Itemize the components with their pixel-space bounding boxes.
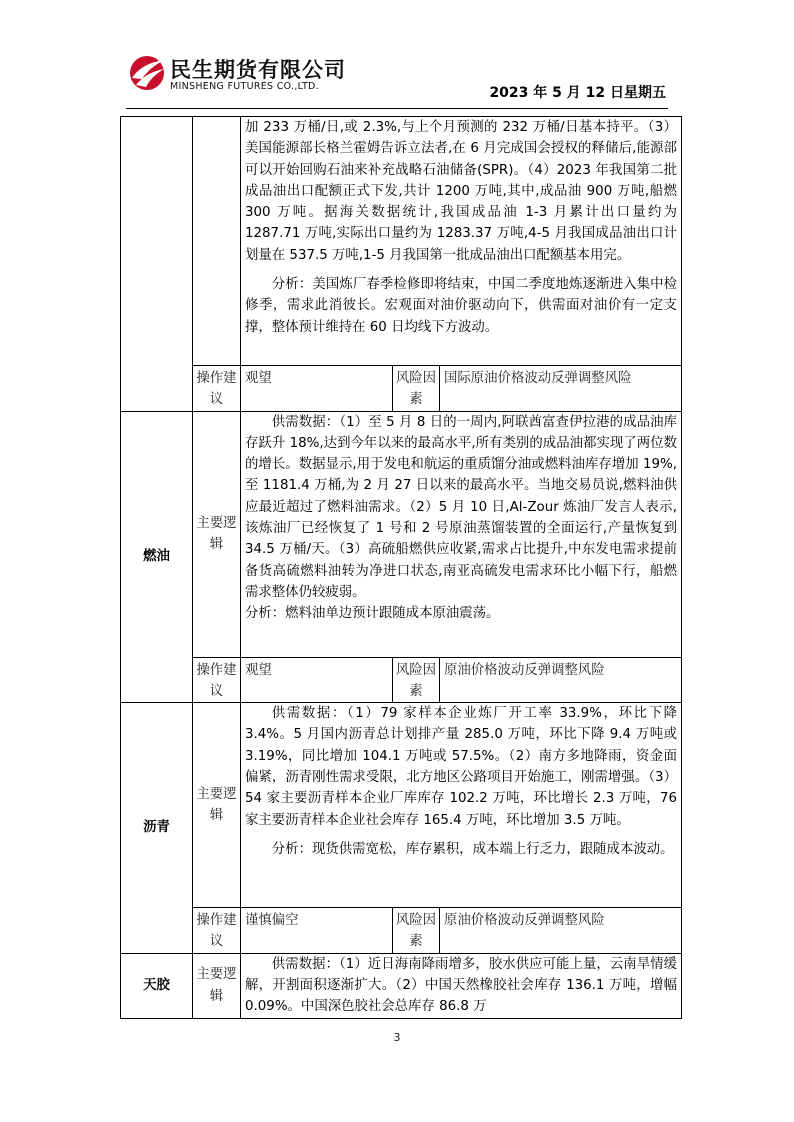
fuel-category: 燃油 <box>121 411 193 703</box>
fuel-risk-label: 风险因素 <box>393 657 440 703</box>
crude-risk-value: 国际原油价格波动反弹调整风险 <box>440 366 682 412</box>
minsheng-logo-icon <box>128 52 166 92</box>
fuel-risk-value: 原油价格波动反弹调整风险 <box>440 657 682 703</box>
fuel-supply-text: 供需数据：（1）至 5 月 8 日的一周内,阿联酋富查伊拉港的成品油库存跃升 18%,达到今年以来的最高水平,所有类别的成品油都实现了两位数的增长。数据显示,用于发电和航运的重质馏分油或燃料油库存增加 19%,至 1181.4 万桶,为 2 月 27 日以来的最高水平。当地交易员说,燃料油供应最近超过了燃料油需求。（2）5 月 10 日,Al-Zour 炼油厂发言人表示,该炼油厂已经恢复了 1 号和 2 号原油蒸馏装置的全面运行,产量恢复到 34.5 万桶/天。（3）高硫船燃供应收紧,需求占比提升,中东发电需求提前备货高硫燃料油转为净进口状态,南亚高硫发电需求环比小幅下行，船燃需求整体仍较疲弱。 <box>245 414 678 600</box>
asphalt-category: 沥青 <box>121 703 193 954</box>
asphalt-operation-row <box>121 908 682 954</box>
asphalt-logic-label: 主要逻辑 <box>193 703 241 908</box>
crude-logic-label-cell <box>193 117 241 366</box>
header-divider <box>126 108 668 109</box>
asphalt-logic-row <box>121 703 682 908</box>
report-date: 2023 年 5 月 12 日星期五 <box>489 85 666 101</box>
asphalt-supply-text: 供需数据：（1）79 家样本企业炼厂开工率 33.9%，环比下降 3.4%。5 月国内沥青总计划排产量 285.0 万吨，环比下降 9.4 万吨或 3.19%，同比增加 104.1 万吨或 57.5%。（2）南方多地降雨，资金面偏紧，沥青刚性需求受限，北方地区公路项目开始施工，刚需增强。（3）54 家主要沥青样本企业厂库库存 102.2 万吨，环比增长 2.3 万吨，76 家主要沥青样本企业社会库存 165.4 万吨，环比增加 3.5 万吨。 <box>245 706 678 828</box>
fuel-operation-label: 操作建议 <box>193 657 241 703</box>
rubber-category: 天胶 <box>121 953 193 1018</box>
logo-english-name: MINSHENG FUTURES CO.,LTD. <box>170 81 319 92</box>
asphalt-analysis-text: 分析：现货供需宽松，库存累积，成本端上行乏力，跟随成本波动。 <box>271 841 674 857</box>
crude-operation-value: 观望 <box>241 366 393 412</box>
asphalt-operation-label: 操作建议 <box>193 908 241 954</box>
fuel-logic-label: 主要逻辑 <box>193 411 241 657</box>
fuel-analysis-text: 分析：燃料油单边预计跟随成本原油震荡。 <box>245 606 500 622</box>
page-number: 3 <box>393 1031 401 1044</box>
crude-analysis-text: 分析：美国炼厂春季检修即将结束，中国二季度地炼逐渐进入集中检修季，需求此消彼长。宏观面对油价驱动向下，供需面对油价有一定支撑，整体预计维持在 60 日均线下方波动。 <box>245 277 678 335</box>
crude-operation-row <box>121 366 682 412</box>
crude-logic-cell <box>241 117 682 366</box>
crude-operation-label: 操作建议 <box>193 366 241 412</box>
crude-category-cell <box>121 117 193 412</box>
fuel-operation-row <box>121 657 682 703</box>
crude-risk-label: 风险因素 <box>393 366 440 412</box>
fuel-operation-value: 观望 <box>241 657 393 703</box>
fuel-logic-cell <box>241 411 682 657</box>
fuel-logic-row <box>121 411 682 657</box>
asphalt-logic-cell <box>241 703 682 908</box>
rubber-logic-row <box>121 953 682 1018</box>
commodity-table <box>120 116 682 1019</box>
rubber-logic-label: 主要逻辑 <box>193 953 241 1018</box>
company-logo <box>128 52 368 102</box>
rubber-supply-text: 供需数据：（1）近日海南降雨增多，胶水供应可能上量，云南旱情缓解，开割面积逐渐扩大。（2）中国天然橡胶社会库存 136.1 万吨，增幅 0.09%。中国深色胶社会总库存 86.8 万 <box>245 956 678 1015</box>
asphalt-operation-value: 谨慎偏空 <box>241 908 393 954</box>
crude-supply-text: 加 233 万桶/日,或 2.3%,与上个月预测的 232 万桶/日基本持平。（3）美国能源部长格兰霍姆告诉立法者,在 6 月完成国会授权的释储后,能源部可以开始回购石油来补充战略石油储备(SPR)。（4）2023 年我国第二批成品油出口配额正式下发,共计 1200 万吨,其中,成品油 900 万吨,船燃 300 万吨。据海关数据统计,我国成品油 1-3 月累计出口量约为 1287.71 万吨,实际出口量约为 1283.37 万吨,4-5 月我国成品油出口计划量在 537.5 万吨,1-5 月我国第一批成品油出口配额基本用完。 <box>245 120 678 263</box>
page-header <box>0 0 794 110</box>
logo-chinese-name: 民生期货有限公司 <box>170 58 346 82</box>
rubber-logic-cell <box>241 953 682 1018</box>
asphalt-risk-value: 原油价格波动反弹调整风险 <box>440 908 682 954</box>
asphalt-risk-label: 风险因素 <box>393 908 440 954</box>
crude-logic-row <box>121 117 682 366</box>
